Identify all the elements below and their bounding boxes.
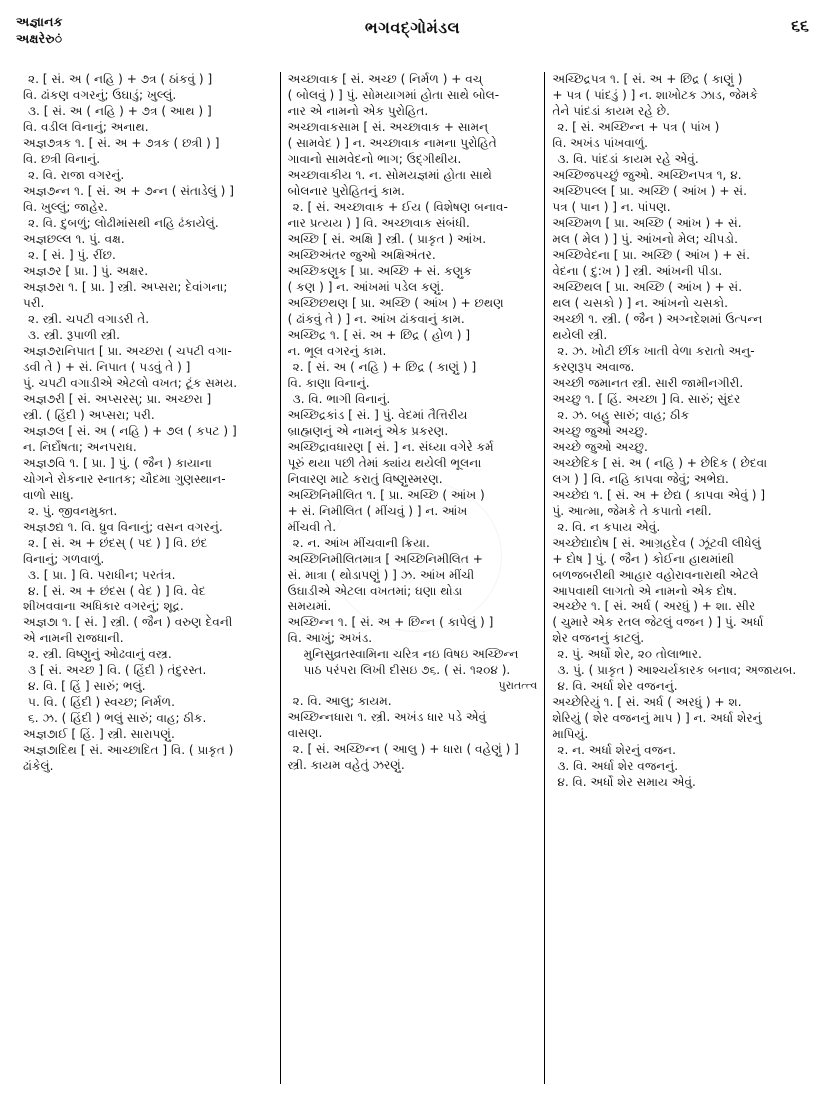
- dictionary-line: ૨. ઝ. ખોટી છીંક ખાતી વેળા કરાતો અનુ-: [557, 343, 755, 358]
- dictionary-line: સં. માત્રા ( થોડાપણું ) ] ઝ. આંખ મીંચી: [287, 567, 475, 582]
- dictionary-line: ૨. સ્ત્રી. વિષ્ણુનું ઓઢવાનું વસ્ત્ર.: [28, 647, 172, 662]
- dictionary-line: અચ્છાવાકસામ [ સં. અચ્છાવાક + સામન્: [287, 119, 489, 134]
- dictionary-line: અચ્છિદ્રાવધારણ [ સં. ] ન. સંધ્યા વગેરે કર્મ: [287, 439, 494, 454]
- dictionary-line: ( ઢાંકવું તે ) ] ન. આંખ ઢાંકવાનું કામ.: [287, 311, 465, 326]
- dictionary-line: અજ્ઞ૭ા ૧. [ સં. ] સ્ત્રી. ( જૈન ) વરુણ દેવની: [23, 615, 233, 630]
- dictionary-line: ૨. વિ. આલુ; કાયમ.: [292, 694, 392, 709]
- dictionary-line: અચ્છિનિમીલિતમાત્ર [ અચ્છિનિમીલિત +: [287, 551, 483, 566]
- column-1: [16, 72, 280, 1084]
- dictionary-line: ન. ભૂલ વગરનું કામ.: [287, 343, 387, 358]
- dictionary-line: થલ ( ચસકો ) ] ન. આંખનો ચસકો.: [552, 295, 728, 310]
- dictionary-line: અચ્છિદ્રપત્ર ૧. [ સં. અ + છિદ્ર ( કાણું ): [552, 72, 743, 86]
- dictionary-line: ૩ [ સં. અચ્છ ] વિ. ( હિંદી ) તંદુરસ્ત.: [28, 663, 207, 678]
- dictionary-line: ૨. વિ. દુબળું; લોઢીમાંસથી નહિ ઢંકાયેલું.: [28, 215, 219, 230]
- dictionary-line: ૪. વિ. અર્ધા શેર વજનનું.: [557, 679, 678, 694]
- dictionary-line: ૩. [ પ્રા. ] વિ. પરાધીન; પરતંત્ર.: [28, 567, 176, 582]
- dictionary-line: અજ્ઞ૭વિ ૧. [ પ્રા. ] પું. ( જૈન ) કાયાના: [23, 455, 212, 470]
- dictionary-line: અચ્છિછથણ [ પ્રા. અચ્છિ ( આંખ ) + છથણ: [287, 295, 504, 310]
- dictionary-line: ૨. [ સં. અ + છંદસ્ ( પદ ) ] વિ. છંદ: [28, 535, 208, 550]
- dictionary-line: એ નામની રાજધાની.: [23, 631, 124, 646]
- dictionary-line: અજ્ઞછલ્લ ૧. પું. વક્ષ.: [23, 231, 125, 246]
- dictionary-line: વિ. ખુલ્લું; જાહેર.: [23, 199, 108, 214]
- dictionary-line: નિવારણ માટે કરાતું વિષ્ણુસ્મરણ.: [287, 471, 443, 486]
- dictionary-line: અચ્છિવેદના [ પ્રા. અચ્છિ ( આંખ ) + સં.: [552, 247, 750, 262]
- dictionary-line: વિ. અખંડ પાંખવાળું.: [552, 135, 649, 150]
- page-number: ૬૬: [791, 16, 809, 35]
- dictionary-line: ૩. સ્ત્રી. રૂપાળી સ્ત્રી.: [28, 327, 121, 342]
- dictionary-line: પું. આત્મા, જેમકે તે કપાતો નથી.: [552, 503, 712, 518]
- dictionary-line: ચોગને રોકનાર સ્નાતક; ચૌદમા ગુણસ્થાન-: [23, 471, 226, 486]
- dictionary-line: ૨. સ્ત્રી. ચપટી વગાડરી તે.: [28, 311, 150, 326]
- dictionary-line: ( કણ ) ] ન. આંખમાં પડેલ કણું.: [287, 279, 445, 294]
- dictionary-line: નાર એ નામનો એક પુરોહિત.: [287, 103, 429, 118]
- dictionary-line: માપિયું.: [552, 727, 589, 742]
- dictionary-line: અચ્છી ૧. સ્ત્રી. ( જૈન ) અગ્નદેશમાં ઉત્પન્ન: [552, 311, 763, 326]
- dictionary-line: ૨. [ સં. અચ્છિન્ન + પત્ર ( પાંખ ): [557, 119, 720, 134]
- dictionary-line: + પત્ર ( પાંદડું ) ] ન. શાખોટક ઝાડ, જેમકે: [552, 87, 758, 102]
- dictionary-line: વાસણ.: [287, 726, 323, 740]
- dictionary-line: અચ્છેર ૧. [ સં. અર્ધ ( અરધું ) + શા. સીર: [552, 599, 756, 614]
- guide-word-first: અજ્ઞાનક: [16, 14, 63, 29]
- dictionary-line: ન. નિર્દોષતા; અનપરાધ.: [23, 439, 137, 454]
- dictionary-line: ૨. ન. અર્ધા શેરનું વજન.: [557, 743, 676, 758]
- dictionary-line: અજ્ઞ૭રા ૧. [ પ્રા. ] સ્ત્રી. અપ્સરા; દેવાંગના;: [23, 279, 228, 294]
- dictionary-line: ૩. [ સં. અ ( નહિ ) + ૭ત્ર ( આથ ) ]: [28, 103, 212, 118]
- dictionary-line: અજ્ઞ૭લ [ સં. અ ( નહિ ) + ૭લ ( કપટ ) ]: [23, 423, 237, 438]
- dictionary-line: અચ્છિ [ સં. અક્ષિ ] સ્ત્રી. ( પ્રાકૃત ) આંખ.: [287, 231, 487, 246]
- dictionary-line: અચ્છિપલ્લ [ પ્રા. અચ્છિ ( આંખ ) + સં.: [552, 183, 747, 198]
- dictionary-line: ( સામવેદ ) ] ન. અચ્છાવાક નામના પુરોહિતે: [287, 135, 497, 150]
- dictionary-line: અચ્છિનિમીલિત ૧. [ પ્રા. અચ્છિ ( આંખ ): [287, 487, 485, 502]
- dictionary-line: અચ્છેદ્યાદોષ [ સં. આગ્રહદેવ ( ઝૂંટવી લીધેલું: [552, 535, 761, 550]
- dictionary-line: ૫. વિ. ( હિંદી ) સ્વચ્છ; નિર્મળ.: [28, 695, 175, 710]
- dictionary-line: ૩. વિ. પાંદડાં કાયમ રહે એવું.: [557, 151, 699, 166]
- dictionary-line: અચ્છેરિયું ૧. [ સં. અર્ધ ( અરધું ) + શ.: [552, 695, 742, 710]
- dictionary-line: અચ્છુ જુઓ અચ્છુ.: [552, 423, 648, 438]
- dictionary-line: અચ્છાવાકીય ૧. ન. સોમયજ્ઞમાં હોતા સાથે: [287, 167, 492, 182]
- dictionary-line: અજ્ઞ૭રાનિપાત [ પ્રા. અચ્છરા ( ચપટી વગા-: [23, 343, 232, 358]
- dictionary-line: સ્ત્રી. ( હિંદી ) અપ્સરા; પરી.: [23, 407, 155, 422]
- dictionary-line: ૪. [ સં. અ + છંદસ ( વેદ ) ] વિ. વેદ: [28, 583, 206, 598]
- dictionary-line: અચ્છે જુઓ અચ્છુ.: [552, 439, 648, 454]
- dictionary-line: ( ચુમારે એક રતલ જેટલું વજન ) ] પું. અર્ધા: [552, 615, 764, 630]
- dictionary-line: અચ્છિન્ન ૧. [ સં. અ + છિન્ન ( કાપેલું ) ]: [287, 615, 494, 630]
- dictionary-line: ( બોલવું ) ] પું. સોમયાગમાં હોતા સાથે બોલ-: [287, 87, 500, 102]
- dictionary-line: વેદના ( દુ:ખ ) ] સ્ત્રી. આંખની પીડા.: [552, 263, 723, 278]
- book-title: ભગવદ્ગોમંડલ: [364, 18, 461, 37]
- dictionary-line: ૨. [ સં. ] પું. રીંછ.: [28, 247, 116, 262]
- dictionary-line: અચ્છેદ્ય ૧. [ સં. અ + છેદ્ય ( કાપવા એવું ) ]: [552, 487, 766, 502]
- dictionary-line: અજ્ઞ૭ાદિથ [ સં. આચ્છાદિત ] વિ. ( પ્રાકૃત ): [23, 743, 234, 758]
- dictionary-line: અચ્છિઅંતર જુઓ અક્ષિઅંતર.: [287, 247, 436, 262]
- dictionary-line: પુરાતત્ત્વ: [498, 679, 538, 693]
- dictionary-line: થયેલી સ્ત્રી.: [552, 327, 608, 342]
- dictionary-line: પૂરું થયા પછી તેમાં ક્યાંય થયેલી ભૂલના: [287, 455, 482, 470]
- dictionary-line: ૨. [ સં. અચ્છિન્ન ( આલુ ) + ધારા ( વહેણું ) ]: [292, 741, 519, 756]
- dictionary-line: અજ્ઞ૭ર [ પ્રા. ] પું. અક્ષર.: [23, 263, 149, 278]
- dictionary-line: + દોષ ] પું. ( જૈન ) કોઈના હાથમાંથી: [552, 551, 735, 566]
- dictionary-line: પું. ચપટી વગાડીએ એટલો વખત; ટૂંક સમય.: [23, 375, 238, 390]
- dictionary-line: વાળો સાધુ.: [23, 487, 74, 502]
- dictionary-line: અચ્છિકણુક [ પ્રા. અચ્છિ + સં. કણુક: [287, 263, 472, 278]
- dictionary-line: ઢાંકેલું.: [23, 759, 54, 774]
- dictionary-line: લગ ) ] વિ. નહિ કાપવા જેવું; અભેદ્ય.: [552, 471, 729, 486]
- dictionary-line: શેરિયું ( શેર વજનનું માપ ) ] ન. અર્ધા શેરનું: [552, 711, 762, 726]
- dictionary-line: શીખવવાના અધિકાર વગરનું; શૂદ્ર.: [23, 599, 184, 614]
- dictionary-line: અજ્ઞ૭ાઈ [ હિં. ] સ્ત્રી. સારાપણું.: [23, 727, 175, 742]
- dictionary-line: સ્ત્રી. કાયમ વહેતું ઝરણું.: [287, 757, 405, 772]
- page-header: [16, 14, 809, 68]
- dictionary-line: મીંચવી તે.: [287, 519, 337, 534]
- dictionary-line: અજ્ઞ૭રી [ સં. અપ્સરસ્; પ્રા. અચ્છરા ]: [23, 391, 212, 406]
- dictionary-line: આપવાથી લાગતો એ નામનો એક દોષ.: [552, 583, 737, 598]
- dictionary-line: ૨. ન. આંખ મીંચવાની ક્રિયા.: [292, 535, 430, 550]
- guide-word-second: અક્ષરેરુं: [16, 30, 63, 46]
- dictionary-line: પાઠ પરંપરા લિખી દીસઇ ૭૬. ( સં. ૧૨૦૪ ).: [303, 663, 511, 678]
- dictionary-line: અજ્ઞ૭દ્ય ૧. વિ. ધ્રુવ વિનાનું; વસન વગરનું.: [23, 519, 223, 534]
- dictionary-line: ૨. [ સં. અ ( નહિ ) + ૭ત્ર ( ઠાંકવું ) ]: [28, 72, 213, 86]
- dictionary-line: ૨. પું. અર્ધો શેર, ૨૦ તોલાભાર.: [557, 647, 702, 662]
- dictionary-line: બળજબરીથી આહાર વહોરાવનારાથી એટલે: [552, 567, 759, 582]
- dictionary-line: અચ્છુ ૧. [ હિં. અચ્છા ] વિ. સારું; સુંદર: [552, 391, 741, 406]
- dictionary-line: વિ. વડીલ વિનાનું; અનાથ.: [23, 119, 149, 134]
- dictionary-line: ૨. વિ. ન કપાય એવું.: [557, 519, 661, 534]
- dictionary-line: અચ્છિન્નધારા ૧. સ્ત્રી. અખંડ ધાર પડે એવું: [287, 710, 487, 725]
- dictionary-line: શેર વજનનું કાટલું.: [552, 631, 645, 646]
- dictionary-line: વિનાનું; ગળવાળું.: [23, 551, 105, 566]
- dictionary-line: પરી.: [23, 295, 45, 310]
- dictionary-line: ગાવાનો સામવેદનો ભાગ; ઉદ્ગીથીય.: [287, 151, 462, 166]
- dictionary-line: ૬. ઝ. ( હિંદી ) ભલું સારું; વાહ; ઠીક.: [28, 711, 207, 726]
- dictionary-line: ડવી તે ) + સં. નિપાત ( પડવું તે ) ]: [23, 359, 191, 374]
- dictionary-line: અચ્છેદિક [ સં. અ ( નહિ ) + છેદિક ( છેદવા: [552, 455, 768, 470]
- dictionary-line: બ્રાહ્મણનું એ નામનું એક પ્રકરણ.: [287, 423, 449, 438]
- dictionary-line: ૨. [ સં. અ ( નહિ ) + છિદ્ર ( કાણું ) ]: [292, 359, 477, 374]
- dictionary-line: અજ્ઞ૭ન્ન ૧. [ સં. અ + ૭ન્ન ( સંતાડેલું ) ]: [23, 183, 234, 198]
- dictionary-line: અચ્છિમળ [ પ્રા. અચ્છિ ( આંખ ) + સં.: [552, 215, 742, 230]
- dictionary-line: વિ. કાણા વિનાનું.: [287, 375, 370, 390]
- dictionary-line: મલ ( મેલ ) ] પું. આંખનો મેલ; ચીપડો.: [552, 231, 738, 246]
- column-2: [280, 72, 545, 1084]
- dictionary-line: મુનિસુવ્રતસ્વામિના ચરિત્ર નઇ વિષઇ અચ્છિન્ન: [303, 647, 519, 662]
- dictionary-line: ૨. ઝ. બહુ સારું; વાહ; ઠીક: [557, 407, 690, 422]
- column-3: [544, 72, 809, 1084]
- dictionary-line: અચ્છી જમાનત સ્ત્રી. સારી જામીનગીરી.: [552, 375, 744, 390]
- dictionary-line: નાર પ્રત્યય ) ] વિ. અચ્છાવાક સંબંધી.: [287, 215, 470, 230]
- dictionary-line: ૩. વિ. અર્ધા શેર વજનનું.: [557, 759, 679, 774]
- dictionary-line: તેને પાંદડાં કાયમ રહે છે.: [552, 103, 670, 118]
- dictionary-line: પત્ર ( પાન ) ] ન. પાંપણ.: [552, 199, 671, 214]
- dictionary-line: ઉઘાડીએ એટલા વખતમાં; ઘણા થોડા: [287, 583, 463, 598]
- dictionary-line: અજ્ઞ૭ત્રક ૧. [ સં. અ + ૭ત્રક ( છત્રી ) ]: [23, 135, 220, 150]
- dictionary-line: ૩. વિ. ભાગી વિનાનું.: [292, 391, 391, 406]
- dictionary-line: ૨. વિ. રાજા વગરનું.: [28, 167, 125, 182]
- dictionary-line: વિ. આખું; અખંડ.: [287, 631, 373, 646]
- dictionary-line: ૨. [ સં. અચ્છાવાક + ઈય ( વિશેષણ બનાવ-: [292, 199, 508, 214]
- dictionary-line: ૪. વિ. [ હિં ] સારું; ભલું.: [28, 679, 146, 694]
- dictionary-line: ૨. પું. જીવનમુક્ત.: [28, 503, 118, 518]
- dictionary-line: + સં. નિમીલિત ( મીંચવું ) ] ન. આંખ: [287, 503, 468, 518]
- dictionary-line: અચ્છિદ્ર ૧. [ સં. અ + છિદ્ર ( હોળ ) ]: [287, 327, 471, 342]
- dictionary-line: ૪. વિ. અર્ધો શેર સમાય એવું.: [557, 775, 696, 790]
- dictionary-line: બોલનાર પુરોહિતનું કામ.: [287, 183, 405, 198]
- dictionary-line: વિ. છત્રી વિનાનું.: [23, 151, 101, 166]
- dictionary-line: વિ. ઢાંકણ વગરનું; ઉઘાડું; ખુલ્લું.: [23, 87, 177, 102]
- dictionary-line: ૩. પું. ( પ્રાકૃત ) આશ્ચર્યકારક બનાવ; અજાયબ.: [557, 663, 797, 678]
- dictionary-line: કરણરૂપ અવાજ.: [552, 359, 635, 374]
- dictionary-line: અચ્છાવાક [ સં. અચ્છ ( નિર્મળ ) + વચ્: [287, 72, 483, 86]
- dictionary-line: અચ્છિદ્રકાંડ [ સં. ] પું. વેદમાં તૈત્તિરીય: [287, 407, 468, 422]
- text-columns: [16, 72, 809, 1084]
- dictionary-line: અચ્છિથલ [ પ્રા. અચ્છિ ( આંખ ) + સં.: [552, 279, 743, 294]
- dictionary-line: સમયમાં.: [287, 599, 332, 614]
- dictionary-line: અચ્છિજપચ્છું જુઓ. અચ્છિનપત્ર ૧, ૪.: [552, 167, 742, 182]
